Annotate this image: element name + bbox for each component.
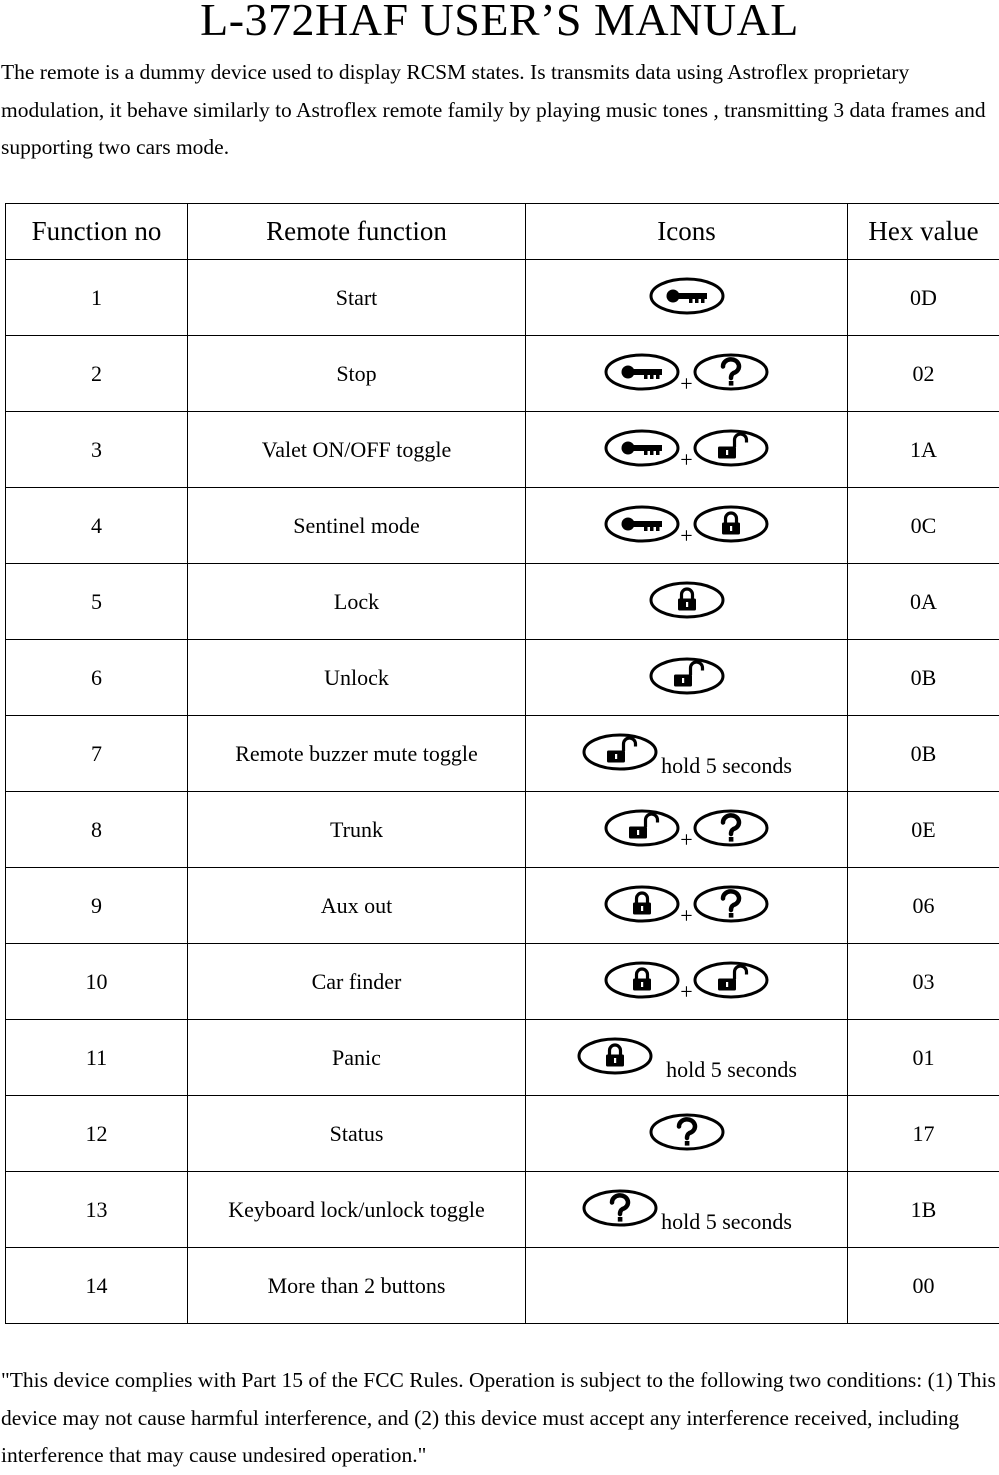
hold-instruction: hold 5 seconds xyxy=(661,1209,792,1235)
table-row xyxy=(6,868,999,944)
header-hex-value: Hex value xyxy=(848,204,999,260)
table-row xyxy=(6,412,999,488)
fcc-notice: "This device complies with Part 15 of the FCC Rules. Operation is subject to the following two conditions: (1) This device may not cause harmful interference, and (2) this device must accept any interference received, including interference that may cause undesired operation." xyxy=(1,1362,999,1475)
function-no: 3 xyxy=(6,412,188,488)
remote-function: Panic xyxy=(188,1020,526,1096)
hex-value: 0C xyxy=(848,488,999,564)
unlock-icon xyxy=(692,427,770,467)
hex-value: 0B xyxy=(848,640,999,716)
table-row xyxy=(6,260,999,336)
hex-value: 0D xyxy=(848,260,999,336)
hex-value: 06 xyxy=(848,868,999,944)
icons-cell xyxy=(526,1020,848,1096)
remote-function: Unlock xyxy=(188,640,526,716)
plus-symbol: + xyxy=(680,905,692,927)
unlock-icon xyxy=(603,807,681,847)
lock-icon xyxy=(603,883,681,923)
icons-group xyxy=(603,807,769,847)
icons-group xyxy=(603,427,769,467)
table-row xyxy=(6,640,999,716)
intro-paragraph: The remote is a dummy device used to display RCSM states. Is transmits data using Astroflex proprietary modulation, it behave similarly to Astroflex remote family by playing music tones , transmitting 3 data frames and supporting two cars mode. xyxy=(1,54,991,167)
table-row xyxy=(6,1248,999,1324)
icons-cell xyxy=(526,1096,848,1172)
table-row xyxy=(6,792,999,868)
function-table xyxy=(5,203,999,1324)
header-remote-function: Remote function xyxy=(188,204,526,260)
function-no: 9 xyxy=(6,868,188,944)
question-icon xyxy=(648,1111,726,1151)
plus-symbol: + xyxy=(680,981,692,1003)
icons-cell xyxy=(526,944,848,1020)
function-no: 2 xyxy=(6,336,188,412)
icons-cell xyxy=(526,1172,848,1248)
remote-function: Valet ON/OFF toggle xyxy=(188,412,526,488)
remote-function: Stop xyxy=(188,336,526,412)
icons-cell xyxy=(526,792,848,868)
icons-group xyxy=(603,351,769,391)
remote-function: More than 2 buttons xyxy=(188,1248,526,1324)
page-title: L-372HAF USER’S MANUAL xyxy=(0,0,999,46)
function-no: 14 xyxy=(6,1248,188,1324)
plus-symbol: + xyxy=(680,373,692,395)
hex-value: 03 xyxy=(848,944,999,1020)
hex-value: 17 xyxy=(848,1096,999,1172)
icons-group xyxy=(581,1187,792,1227)
icons-group xyxy=(603,503,769,543)
icons-cell xyxy=(526,412,848,488)
icons-group xyxy=(576,1035,797,1075)
icons-cell xyxy=(526,716,848,792)
function-no: 12 xyxy=(6,1096,188,1172)
icons-group xyxy=(648,579,726,619)
hex-value: 02 xyxy=(848,336,999,412)
remote-function: Aux out xyxy=(188,868,526,944)
plus-symbol: + xyxy=(680,829,692,851)
header-function-no: Function no xyxy=(6,204,188,260)
remote-function: Remote buzzer mute toggle xyxy=(188,716,526,792)
question-icon xyxy=(692,883,770,923)
icons-cell xyxy=(526,488,848,564)
question-icon xyxy=(581,1187,659,1227)
function-no: 4 xyxy=(6,488,188,564)
table-header-row xyxy=(6,204,999,260)
hold-instruction: hold 5 seconds xyxy=(661,753,792,779)
question-icon xyxy=(692,351,770,391)
question-icon xyxy=(692,807,770,847)
hex-value: 0B xyxy=(848,716,999,792)
function-no: 5 xyxy=(6,564,188,640)
function-no: 1 xyxy=(6,260,188,336)
key-icon xyxy=(603,351,681,391)
icons-group xyxy=(648,1111,726,1151)
function-no: 13 xyxy=(6,1172,188,1248)
key-icon xyxy=(603,503,681,543)
table-row xyxy=(6,716,999,792)
plus-symbol: + xyxy=(680,525,692,547)
header-icons: Icons xyxy=(526,204,848,260)
hex-value: 00 xyxy=(848,1248,999,1324)
lock-icon xyxy=(648,579,726,619)
function-no: 6 xyxy=(6,640,188,716)
table-row xyxy=(6,1096,999,1172)
function-no: 7 xyxy=(6,716,188,792)
key-icon xyxy=(603,427,681,467)
lock-icon xyxy=(576,1035,654,1075)
unlock-icon xyxy=(581,731,659,771)
icons-cell xyxy=(526,1248,848,1324)
icons-group xyxy=(648,275,726,315)
remote-function: Keyboard lock/unlock toggle xyxy=(188,1172,526,1248)
remote-function: Trunk xyxy=(188,792,526,868)
remote-function: Start xyxy=(188,260,526,336)
hex-value: 0A xyxy=(848,564,999,640)
icons-group xyxy=(581,731,792,771)
plus-symbol: + xyxy=(680,449,692,471)
icons-cell xyxy=(526,564,848,640)
icons-cell xyxy=(526,640,848,716)
lock-icon xyxy=(692,503,770,543)
table-row xyxy=(6,564,999,640)
hex-value: 0E xyxy=(848,792,999,868)
icons-group xyxy=(648,655,726,695)
table-row xyxy=(6,944,999,1020)
function-no: 10 xyxy=(6,944,188,1020)
table-row xyxy=(6,1172,999,1248)
icons-group xyxy=(603,959,769,999)
unlock-icon xyxy=(692,959,770,999)
icons-cell xyxy=(526,868,848,944)
remote-function: Lock xyxy=(188,564,526,640)
key-icon xyxy=(648,275,726,315)
table-row xyxy=(6,1020,999,1096)
function-no: 11 xyxy=(6,1020,188,1096)
hold-instruction: hold 5 seconds xyxy=(666,1057,797,1083)
icons-cell xyxy=(526,260,848,336)
remote-function: Car finder xyxy=(188,944,526,1020)
hex-value: 01 xyxy=(848,1020,999,1096)
icons-cell xyxy=(526,336,848,412)
table-row xyxy=(6,336,999,412)
icons-group xyxy=(603,883,769,923)
lock-icon xyxy=(603,959,681,999)
unlock-icon xyxy=(648,655,726,695)
remote-function: Status xyxy=(188,1096,526,1172)
remote-function: Sentinel mode xyxy=(188,488,526,564)
hex-value: 1B xyxy=(848,1172,999,1248)
hex-value: 1A xyxy=(848,412,999,488)
table-row xyxy=(6,488,999,564)
function-no: 8 xyxy=(6,792,188,868)
